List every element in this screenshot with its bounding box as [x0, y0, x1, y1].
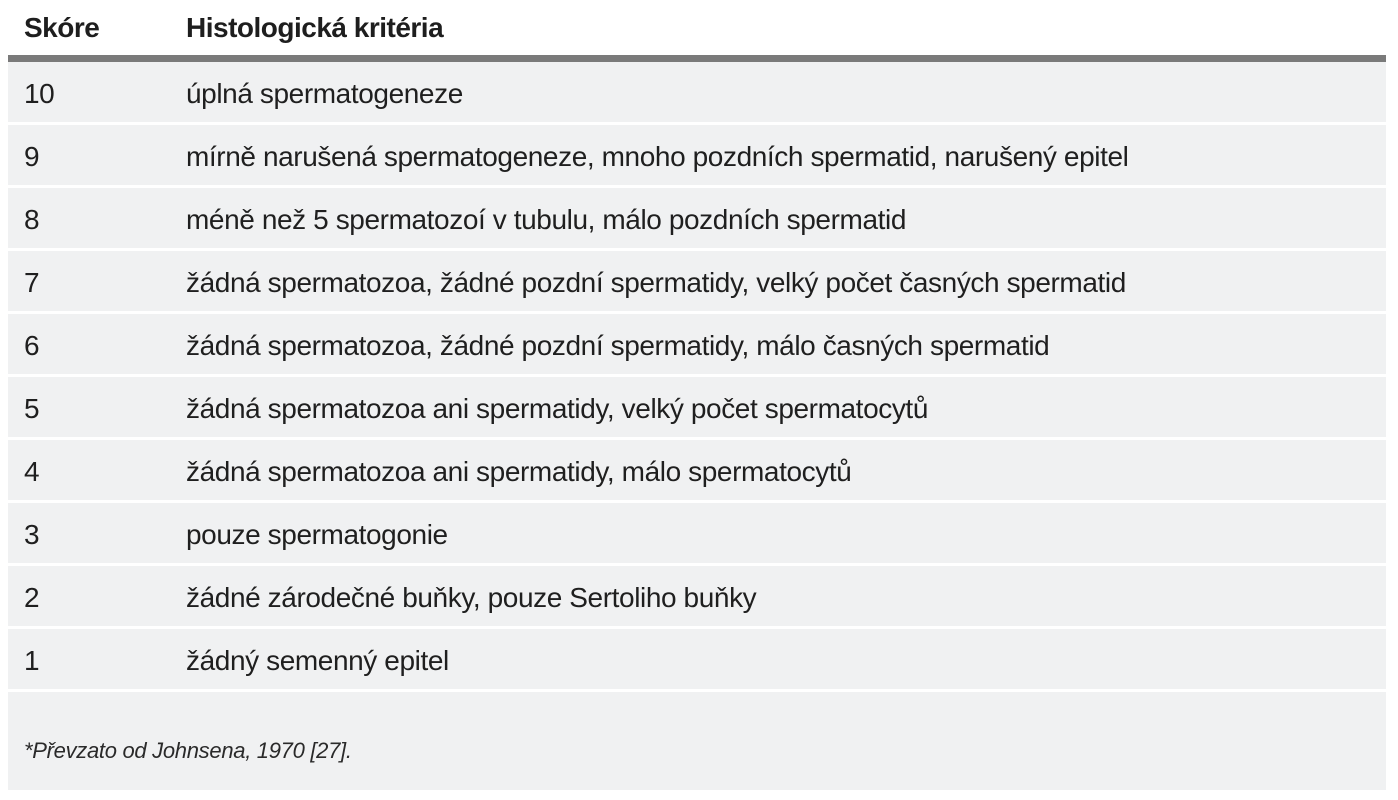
table-row — [8, 188, 1386, 251]
score-table — [8, 0, 1386, 790]
criteria-cell: úplná spermatogeneze — [186, 78, 463, 109]
table-row — [8, 314, 1386, 377]
table-row — [8, 503, 1386, 566]
score-cell: 1 — [24, 645, 40, 676]
table-row — [8, 566, 1386, 629]
score-cell: 8 — [24, 204, 40, 235]
criteria-cell: méně než 5 spermatozoí v tubulu, málo pozdních spermatid — [186, 204, 906, 235]
table-row — [8, 629, 1386, 692]
criteria-cell: žádné zárodečné buňky, pouze Sertoliho buňky — [186, 582, 757, 613]
criteria-cell: pouze spermatogonie — [186, 519, 448, 550]
score-cell: 5 — [24, 393, 40, 424]
criteria-cell: žádná spermatozoa ani spermatidy, velký počet spermatocytů — [186, 393, 928, 424]
score-cell: 4 — [24, 456, 40, 487]
criteria-cell: žádný semenný epitel — [186, 645, 449, 676]
table-row — [8, 440, 1386, 503]
table-footnote: *Převzato od Johnsena, 1970 [27]. — [24, 738, 352, 763]
score-cell: 6 — [24, 330, 40, 361]
criteria-cell: žádná spermatozoa ani spermatidy, málo spermatocytů — [186, 456, 852, 487]
table-row — [8, 62, 1386, 125]
header-score: Skóre — [24, 12, 100, 43]
score-cell: 7 — [24, 267, 40, 298]
table-row — [8, 377, 1386, 440]
criteria-cell: mírně narušená spermatogeneze, mnoho pozdních spermatid, narušený epitel — [186, 141, 1129, 172]
table-row — [8, 251, 1386, 314]
criteria-cell: žádná spermatozoa, žádné pozdní spermatidy, velký počet časných spermatid — [186, 267, 1126, 298]
table-header — [8, 0, 1386, 62]
score-cell: 3 — [24, 519, 40, 550]
table-row — [8, 125, 1386, 188]
table-body — [8, 62, 1386, 692]
criteria-cell: žádná spermatozoa, žádné pozdní spermatidy, málo časných spermatid — [186, 330, 1050, 361]
score-cell: 9 — [24, 141, 40, 172]
header-criteria: Histologická kritéria — [186, 12, 444, 43]
score-cell: 2 — [24, 582, 40, 613]
score-cell: 10 — [24, 78, 55, 109]
